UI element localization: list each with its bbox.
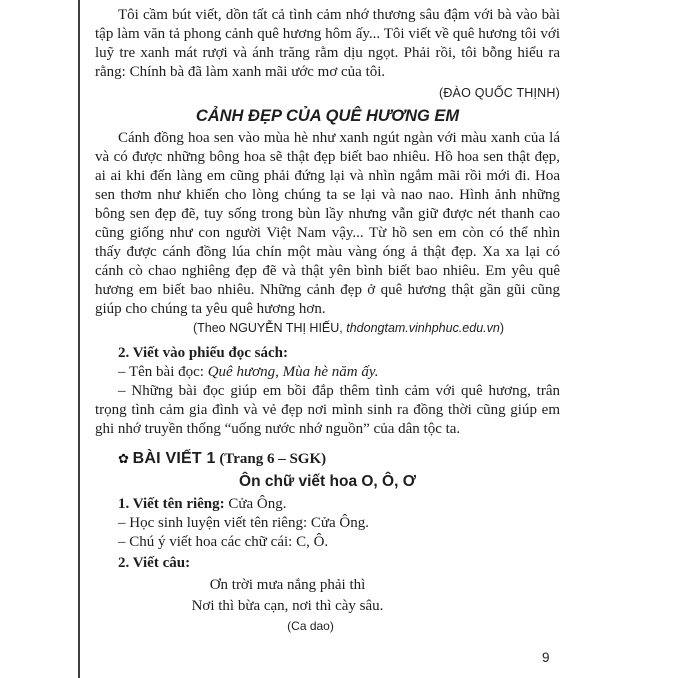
- reading-task-item2: – Những bài đọc giúp em bồi đắp thêm tình cảm với quê hương, trân trọng tình cảm gia đình và vẻ đẹp nơi mình sinh ra đồng thời cũng giúp em ghi nhớ truyền thống “uống nước nhớ nguồn” của dân tộc ta.: [95, 383, 560, 437]
- writing-section-subtitle: Ôn chữ viết hoa O, Ô, Ơ: [239, 473, 416, 490]
- intro-paragraph: Tôi cầm bút viết, dồn tất cả tình cảm nhớ thương sâu đậm với bà vào bài tập làm văn tả phong cảnh quê hương hôm ấy... Tôi viết về quê hương tôi với luỹ tre xanh mát rượi và ánh trăng rằm dịu ngọt. Phải rồi, tôi bỗng hiểu ra rằng: Chính bà đã làm xanh mãi ước mơ của tôi.: [95, 7, 560, 80]
- task1-label: 1. Viết tên riêng:: [118, 496, 229, 512]
- reading-task-heading: 2. Viết vào phiếu đọc sách:: [118, 345, 289, 361]
- writing-note1: – Học sinh luyện viết tên riêng: Cửa Ông.: [118, 515, 370, 531]
- florette-icon: ✿: [118, 451, 129, 466]
- essay-body: Cánh đồng hoa sen vào mùa hè như xanh ngút ngàn với màu xanh của lá và có được những bông hoa sẽ thật đẹp biết bao nhiêu. Hồ hoa sen thật đẹp, ai ai khi đến làng em cũng phải đứng lại và nhìn ngắm mãi rồi mới đi. Hoa sen thơm như khiến cho lòng chúng ta se lại và nao nao. Hình ảnh những bông sen đẹp đẽ, tuy sống trong bùn lầy nhưng vẫn giữ được nét thanh cao cũng giống như con người Việt Nam vậy... Từ hồ sen em còn có thể nhìn thấy được cánh đồng lúa chín một màu vàng óng ả thật đẹp. Xa xa lại có cánh cò chao nghiêng đẹp đẽ và thật yên bình biết bao nhiêu. Em yêu quê hương em biết bao nhiêu. Những cảnh đẹp ở quê hương thật gần gũi cũng giúp cho chúng ta yêu quê hương hơn.: [95, 130, 560, 317]
- writing-section-title: BÀI VIẾT 1: [132, 450, 216, 467]
- verse-line-1: Ơn trời mưa nắng phải thì: [209, 577, 366, 593]
- verse-source-credit: (Ca dao): [287, 619, 334, 633]
- page-content: [95, 6, 560, 635]
- writing-section-header: [95, 448, 560, 470]
- attribution-prefix: (Theo NGUYỄN THỊ HIẾU,: [192, 321, 347, 335]
- reading-task-item1: [95, 363, 560, 382]
- writing-task1: [95, 495, 560, 514]
- writing-task2-heading: 2. Viết câu:: [118, 555, 191, 571]
- page-number: 9: [542, 650, 550, 665]
- writing-section-page-ref: (Trang 6 – SGK): [215, 451, 327, 467]
- essay-attribution: [95, 319, 560, 338]
- item1-label: – Tên bài đọc:: [118, 364, 208, 380]
- essay-title: CẢNH ĐẸP CỦA QUÊ HƯƠNG EM: [195, 107, 460, 125]
- intro-author-credit: (ĐÀO QUỐC THỊNH): [438, 86, 560, 100]
- item1-book-titles: Quê hương, Mùa hè năm ấy.: [207, 364, 379, 380]
- writing-note2: – Chú ý viết hoa các chữ cái: C, Ô.: [118, 534, 329, 550]
- verse-line-2: Nơi thì bừa cạn, nơi thì cày sâu.: [191, 598, 384, 614]
- attribution-suffix: ): [499, 321, 504, 335]
- task1-value: Cửa Ông.: [228, 496, 287, 512]
- attribution-source-url: thdongtam.vinhphuc.edu.vn: [346, 321, 500, 335]
- left-margin-rule: [78, 0, 80, 678]
